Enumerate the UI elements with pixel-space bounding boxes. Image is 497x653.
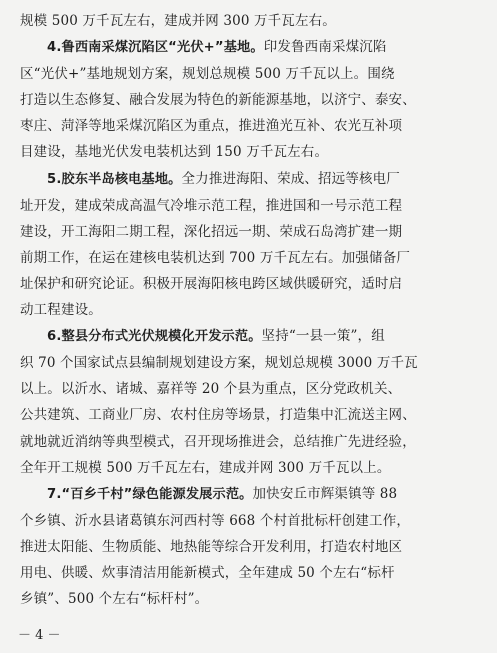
text-line: 个乡镇、沂水县诸葛镇东河西村等 668 个村首批标杆创建工作， — [20, 512, 410, 529]
text-span: 全力推进海阳、荣成、招远等核电厂 — [181, 170, 400, 187]
text-line: 区“光伏+”基地规划方案，规划总规模 500 万千瓦以上。围绕 — [20, 66, 395, 83]
text-line: 乡镇”、500 个左右“标杆村”。 — [20, 591, 209, 608]
section-heading: 7.“百乡千村”绿色能源发展示范。 — [47, 486, 253, 502]
text-line: 用电、供暖、炊事清洁用能新模式，全年建成 50 个左右“标杆 — [20, 564, 395, 581]
text-line — [20, 34, 474, 61]
text-line: 枣庄、菏泽等地采煤沉陷区为重点，推进渔光互补、农光互补项 — [20, 118, 403, 135]
text-line: 址开发，建成荣成高温气冷堆示范工程，推进国和一号示范工程 — [20, 197, 403, 214]
paragraph-5 — [20, 166, 474, 324]
paragraph-4 — [20, 34, 474, 165]
paragraph-3-tail — [20, 8, 474, 34]
section-heading: 6.整县分布式光伏规模化开发示范。 — [47, 329, 262, 345]
text-line: 就地就近消纳等典型模式，召开现场推进会，总结推广先进经验， — [20, 433, 416, 450]
text-line: 建设，开工海阳二期工程，深化招远一期、荣成石岛湾扩建一期 — [20, 223, 403, 240]
document-body — [20, 8, 474, 612]
text-line: 规模 500 万千瓦左右，建成并网 300 万千瓦左右。 — [20, 13, 336, 29]
paragraph-7 — [20, 481, 474, 612]
text-line — [20, 481, 474, 508]
text-line: 织 70 个国家试点县编制规划建设方案，规划总规模 3000 万千瓦 — [20, 355, 418, 372]
section-heading: 4.鲁西南采煤沉陷区“光伏+”基地。 — [47, 40, 264, 56]
text-span: 加快安丘市辉渠镇等 88 — [252, 485, 398, 502]
text-line: 前期工作，在运在建核电装机达到 700 万千瓦左右。加强储备厂 — [20, 249, 410, 266]
text-line: 打造以生态修复、融合发展为特色的新能源基地，以济宁、泰安、 — [20, 92, 416, 109]
text-line: 全年开工规模 500 万千瓦左右，建成并网 300 万千瓦以上。 — [20, 459, 391, 476]
text-line — [20, 323, 474, 350]
text-line — [20, 166, 474, 193]
text-line: 目建设，基地光伏发电装机达到 150 万千瓦左右。 — [20, 144, 329, 161]
text-line: 址保护和研究论证。积极开展海阳核电跨区域供暖研究，适时启 — [20, 275, 403, 292]
page-number: － 4 － — [18, 628, 61, 643]
text-line: 公共建筑、工商业厂房、农村住房等场景，打造集中汇流送主网、 — [20, 407, 416, 424]
text-line: 推进太阳能、生物质能、地热能等综合开发利用，打造农村地区 — [20, 538, 403, 555]
text-line: 动工程建设。 — [20, 302, 102, 319]
paragraph-6 — [20, 323, 474, 481]
text-span: 印发鲁西南采煤沉陷 — [263, 39, 387, 56]
text-span: 坚持“一县一策”，组 — [261, 328, 385, 345]
section-heading: 5.胶东半岛核电基地。 — [47, 171, 182, 187]
text-line: 以上。以沂水、诸城、嘉祥等 20 个县为重点，区分党政机关、 — [20, 381, 402, 398]
